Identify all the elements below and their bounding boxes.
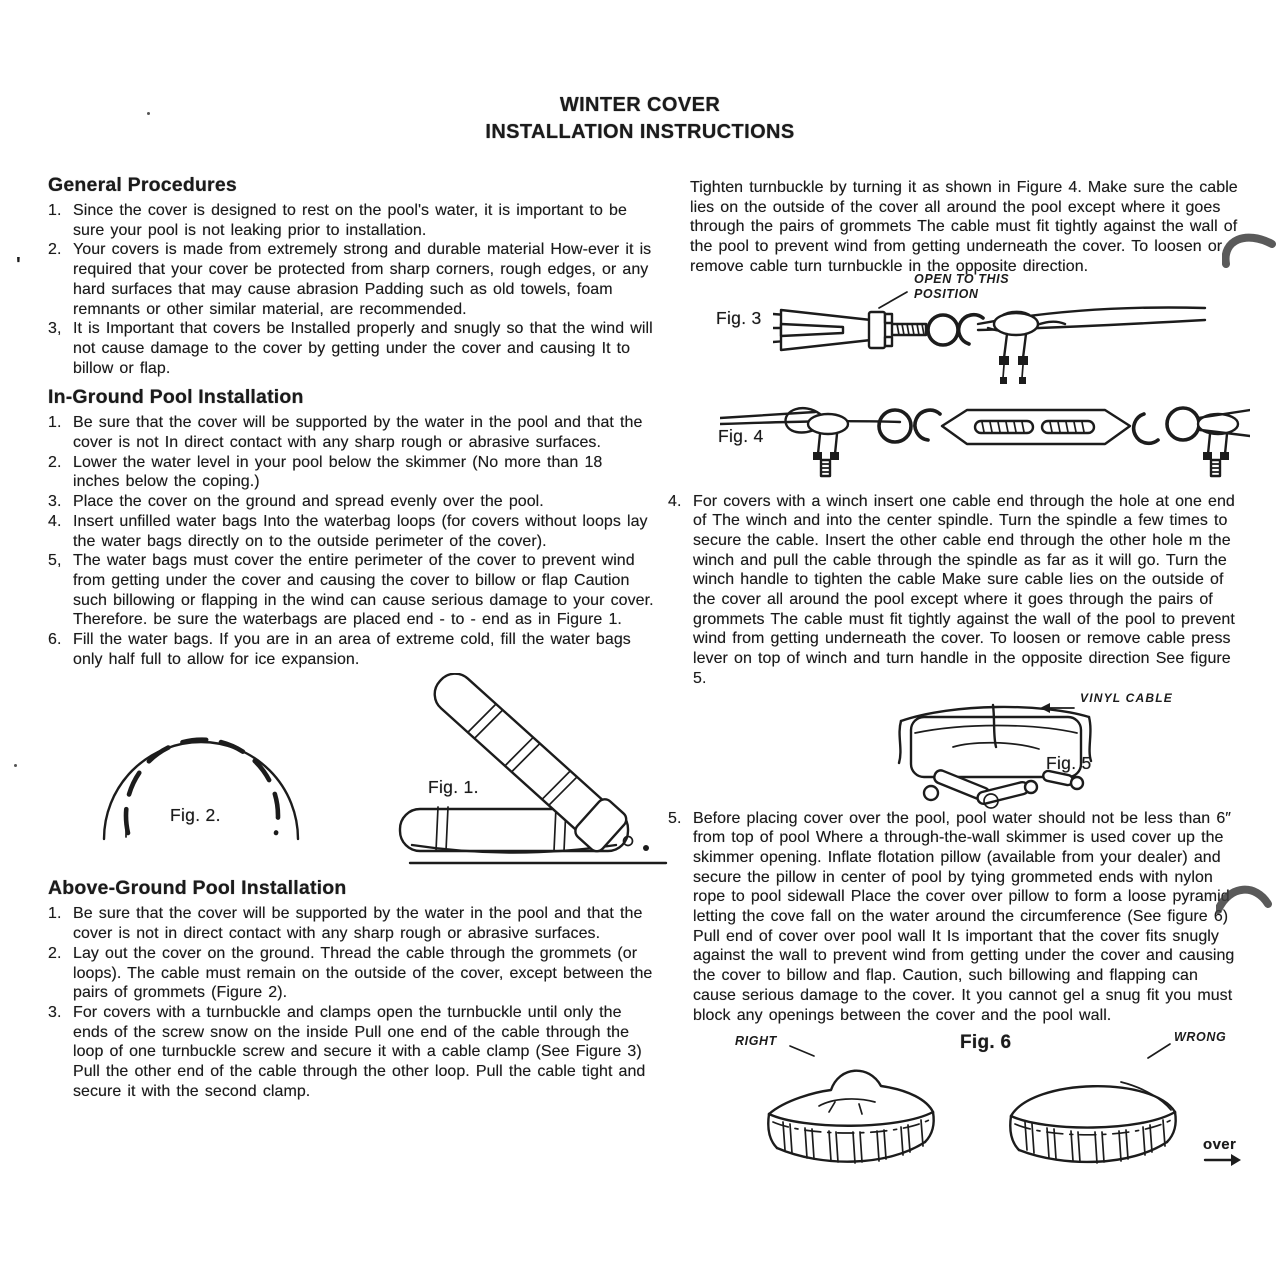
item-number: 1. xyxy=(48,905,62,923)
item-text: Be sure that the cover will be supported by the water in the pool and that the cover is not in direct contact with any sharp rough or abrasive surfaces. xyxy=(73,905,643,943)
figure-6 xyxy=(668,1030,1246,1172)
item-text: For covers with a winch insert one cable end through the hole at one end of The winch and into the center spindle. Turn the spindle a few times to secure the cable. Insert the other cable end through the other hole m the winch and pull the cable through the spindle as far as it will go. Turn the winch handle to tighten the cable Make sure cable lies on the outside of the cover all around the pool except where it goes through the pairs of grommets The cable must fit tightly against the wall of the pool to prevent wind from getting underneath the cover. To loosen or remove cable press lever on top of winch and turn handle in the opposite direction See figure 5. xyxy=(693,492,1235,687)
list-item xyxy=(48,512,654,551)
scan-speck xyxy=(147,112,150,115)
title-line-1: WINTER COVER xyxy=(559,94,721,116)
item-text: It is Important that covers be Installed properly and snugly so that the wind will not cause damage to the cover by getting under the cover and causing It to billow or flap. xyxy=(73,320,653,377)
item-text: Be sure that the cover will be supported by the water in the pool and that the cover is not In direct contact with any sharp rough or abrasive surfaces. xyxy=(73,414,643,452)
item-number: 2. xyxy=(48,453,62,471)
list-item xyxy=(48,319,654,378)
list-item xyxy=(48,413,654,452)
item-text: Fill the water bags. If you are in an area of extreme cold, fill the water bags only half full to allow for ice expansion. xyxy=(73,631,631,668)
figure-5-caption: Fig. 5 xyxy=(1046,752,1092,773)
figure-4 xyxy=(668,392,1246,488)
list-item xyxy=(48,492,654,512)
pool-outline-illustration xyxy=(96,721,308,849)
figure-4-caption: Fig. 4 xyxy=(718,425,764,446)
item-text: Insert unfilled water bags Into the waterbag loops (for covers without loops lay the water bags directly on to the outside perimeter of the cover). xyxy=(73,512,648,550)
list-item xyxy=(48,201,654,240)
turnbuckle-closed-illustration xyxy=(720,388,1250,484)
over-label: over xyxy=(1203,1136,1237,1154)
figure-3-caption: Fig. 3 xyxy=(716,307,762,328)
left-column xyxy=(48,166,654,1102)
heading-inground-installation: In-Ground Pool Installation xyxy=(48,386,304,409)
item-text: Before placing cover over the pool, pool water should not be less than 6″ from top of pool Where a through-the-wall skimmer is used cover up the skimmer opening. Inflate flotation pillow (available from your dealer) and secure the pillow in center of pool by tying grommeted ends with nylon rope to pool sidewall Place the cover over pillow to form a loose pyramid letting the cove fall on the water around the circumference (See figure 6) Pull end of cover over pool wall It Is important that the cover fits snugly against the wall to prevent wind from getting under the cover and causing the cover to billow and flap. Caution, such billowing and flapping can cause serious damage to the cover. It you cannot gel a snug fit you must block any openings between the cover and the pool wall. xyxy=(693,809,1235,1024)
list-item xyxy=(48,1003,654,1102)
page-over-marker xyxy=(1203,1136,1243,1172)
item-number: 1. xyxy=(48,202,62,219)
list-item xyxy=(48,904,654,943)
pool-cover-right-illustration xyxy=(763,1050,938,1170)
figure-1-caption: Fig. 1. xyxy=(428,777,479,798)
figure-6-caption: Fig. 6 xyxy=(960,1032,1012,1054)
item-number: 2. xyxy=(48,241,62,259)
figure-5 xyxy=(668,689,1246,809)
item-number: 5, xyxy=(48,552,62,570)
arrow-right-icon xyxy=(1203,1153,1243,1167)
wrong-label: WRONG xyxy=(1174,1030,1227,1045)
winch-illustration xyxy=(893,691,1118,809)
item-number: 1. xyxy=(48,414,62,432)
list-item xyxy=(48,944,654,1003)
turnbuckle-open-illustration xyxy=(773,284,1218,392)
item-number: 4. xyxy=(668,492,682,510)
item-number: 5. xyxy=(668,809,682,827)
page-curl-artifact xyxy=(1222,228,1278,272)
item-text: Your covers is made from extremely strong and durable material How-ever it is required that your cover be protected from sharp corners, rough edges, or any hard surfaces that may cause abrasion Padding such as old towels, foam remnants or other similar material, are recommended. xyxy=(73,241,652,318)
list-item xyxy=(668,492,1246,689)
heading-general-procedures: General Procedures xyxy=(48,174,237,196)
figure-3-annotation: OPEN TO THIS POSITION xyxy=(914,271,1010,301)
right-column xyxy=(668,178,1246,1172)
list-item xyxy=(48,453,654,492)
list-item xyxy=(668,809,1246,1026)
item-text: For covers with a turnbuckle and clamps open the turnbuckle until only the ends of the screw snow on the inside Pull one end of the cable through the loop of one turnbuckle screw and secure it with a cable clamp (See Figure 3) Pull the other end of the cable through the other loop. Pull the cable tight and secure it with the second clamp. xyxy=(73,1003,646,1100)
title-line-2: INSTALLATION INSTRUCTIONS xyxy=(485,121,795,143)
vinyl-cable-label: VINYL CABLE xyxy=(1080,690,1173,705)
item-number: 6. xyxy=(48,631,62,649)
list-item xyxy=(48,630,654,669)
list-item xyxy=(48,551,654,630)
page-curl-artifact xyxy=(1216,880,1272,922)
arrow-left-icon xyxy=(1038,701,1076,715)
list-item xyxy=(48,240,654,319)
right-label: RIGHT xyxy=(735,1034,777,1049)
document-title xyxy=(0,92,1280,146)
pool-cover-wrong-illustration xyxy=(1005,1050,1180,1170)
item-text: Place the cover on the ground and spread evenly over the pool. xyxy=(73,493,544,511)
scan-speck: ' xyxy=(16,254,21,276)
figure-2-caption: Fig. 2. xyxy=(170,805,221,826)
item-number: 3, xyxy=(48,320,62,338)
heading-aboveground-installation: Above-Ground Pool Installation xyxy=(48,877,347,900)
figure-row xyxy=(48,673,654,869)
figure-1 xyxy=(388,673,670,874)
item-number: 3. xyxy=(48,1003,62,1021)
item-text: Since the cover is designed to rest on the pool's water, it is important to be sure your pool is not leaking prior to installation. xyxy=(73,202,627,239)
figure-3 xyxy=(668,271,1246,392)
waterbag-illustration xyxy=(388,673,670,869)
scan-speck xyxy=(14,764,17,767)
turnbuckle-paragraph: Tighten turnbuckle by turning it as shown in Figure 4. Make sure the cable lies on the outside of the cover all around the pool except where it goes through the pairs of grommets The cable must fit tightly against the wall of the pool to prevent wind from getting underneath the cover. To loosen or remove cable turn turnbuckle in the opposite direction. xyxy=(690,179,1238,275)
item-text: The water bags must cover the entire perimeter of the cover to prevent wind from getting under the cover and causing the cover to billow or flap Caution such billowing or flapping in the wind can cause serious damage to your cover. Therefore. be sure the waterbags are placed end - to - end as in Figure 1. xyxy=(73,552,654,629)
item-number: 3. xyxy=(48,493,62,511)
item-text: Lay out the cover on the ground. Thread the cable through the grommets (or loops). The cable must remain on the outside of the cover, except between the pairs of grommets (Figure 2). xyxy=(73,944,653,1002)
item-text: Lower the water level in your pool below the skimmer (No more than 18 inches below the coping.) xyxy=(73,453,603,491)
item-number: 4. xyxy=(48,512,62,530)
figure-2 xyxy=(96,721,308,854)
item-number: 2. xyxy=(48,944,62,962)
